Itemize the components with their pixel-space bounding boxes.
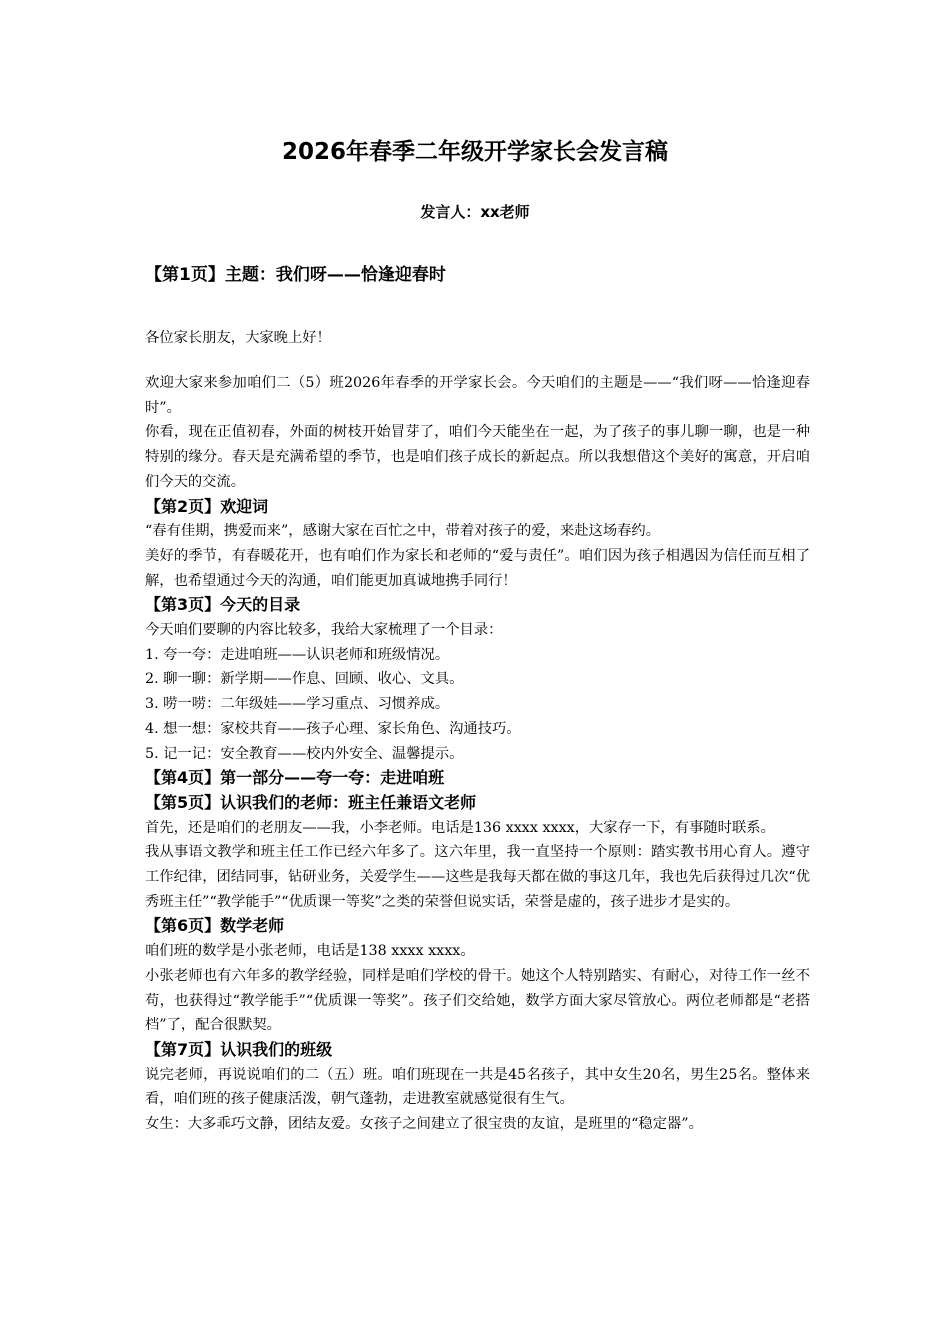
document-title: 2026年春季二年级开学家长会发言稿 (281, 139, 668, 165)
page3-heading: 【第3页】今天的目录 (145, 595, 301, 615)
document-body (145, 371, 810, 1137)
page7-heading: 【第7页】认识我们的班级 (145, 1039, 333, 1059)
page1-heading: 【第1页】主题：我们呀——恰逢迎春时 (145, 265, 446, 285)
page2-paragraph-1: “春有佳期，携爱而来”，感谢大家在百忙之中，带着对孩子的爱，来赴这场春约。 (145, 523, 661, 540)
page6-heading: 【第6页】数学老师 (145, 916, 285, 936)
page5-heading: 【第5页】认识我们的老师：班主任兼语文老师 (145, 792, 477, 812)
agenda-list (145, 643, 810, 767)
speaker-line: 发言人：xx老师 (420, 203, 530, 221)
agenda-item: 5. 记一记：安全教育——校内外安全、温馨提示。 (145, 745, 464, 762)
page7-paragraph-class: 说完老师，再说说咱们的二（五）班。咱们班现在一共是45名孩子，其中女生20名，男生25名。整体来看，咱们班的孩子健康活泼，朝气蓬勃，走进教室就感觉很有生气。 (145, 1066, 810, 1108)
page6-paragraph-intro: 小张老师也有六年多的教学经验，同样是咱们学校的骨干。她这个人特别踏实、有耐心，对待工作一丝不苟，也获得过“教学能手”“优质课一等奖”。孩子们交给她，数学方面大家尽管放心。两位老师都是“老搭档”了，配合很默契。 (145, 967, 810, 1034)
page2-heading: 【第2页】欢迎词 (145, 496, 269, 516)
agenda-item: 4. 想一想：家校共育——孩子心理、家长角色、沟通技巧。 (145, 720, 521, 737)
page7-paragraph-girls: 女生：大多乖巧文静，团结友爱。女孩子之间建立了很宝贵的友谊，是班里的“稳定器”。 (145, 1116, 703, 1133)
greeting-paragraph: 各位家长朋友，大家晚上好！ (145, 330, 331, 346)
page4-heading: 【第4页】第一部分——夸一夸：走进咱班 (145, 768, 445, 788)
page6-paragraph-contact: 咱们班的数学是小张老师，电话是138 xxxx xxxx。 (145, 943, 475, 960)
page3-intro: 今天咱们要聊的内容比较多，我给大家梳理了一个目录： (145, 622, 503, 639)
page5-paragraph-experience: 我从事语文教学和班主任工作已经六年多了。这六年里，我一直坚持一个原则：踏实教书用心育人。遵守工作纪律，团结同事，钻研业务，关爱学生——这些是我每天都在做的事这几年，我也先后获得过几次“优秀班主任”“教学能手”“优质课一等奖”之类的荣誉但说实话，荣誉是虚的，孩子进步才是实的。 (145, 844, 810, 910)
page5-paragraph-contact: 首先，还是咱们的老朋友——我，小李老师。电话是136 xxxx xxxx，大家存一下，有事随时联系。 (145, 819, 775, 836)
agenda-item: 1. 夸一夸：走进咱班——认识老师和班级情况。 (145, 646, 450, 663)
page1-paragraph-welcome: 欢迎大家来参加咱们二（5）班2026年春季的开学家长会。今天咱们的主题是——“我们呀——恰逢迎春时”。 (145, 375, 810, 416)
agenda-item: 2. 聊一聊：新学期——作息、回顾、收心、文具。 (145, 671, 464, 688)
agenda-item: 3. 唠一唠：二年级娃——学习重点、习惯养成。 (145, 696, 450, 713)
page1-paragraph-spring: 你看，现在正值初春，外面的树枝开始冒芽了，咱们今天能坐在一起，为了孩子的事儿聊一聊，也是一种特别的缘分。春天是充满希望的季节，也是咱们孩子成长的新起点。所以我想借这个美好的寓意，开启咱们今天的交流。 (145, 424, 810, 490)
page2-paragraph-2: 美好的季节，有春暖花开，也有咱们作为家长和老师的“爱与责任”。咱们因为孩子相遇因为信任而互相了解，也希望通过今天的沟通，咱们能更加真诚地携手同行！ (145, 547, 810, 589)
